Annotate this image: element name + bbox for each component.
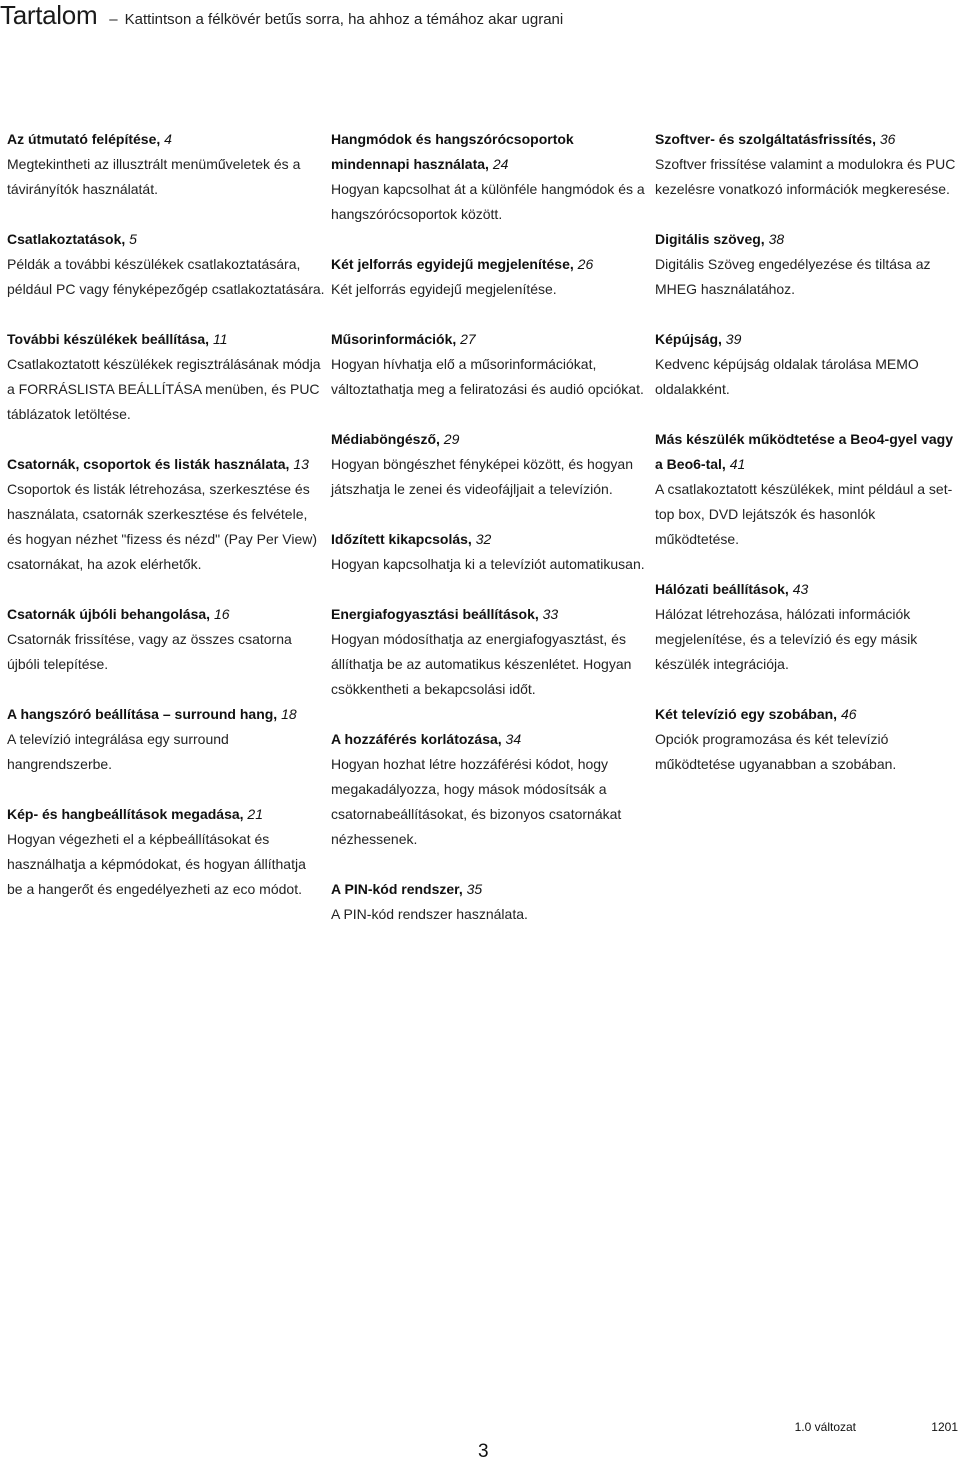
entry-description: Digitális Szöveg engedélyezése és tiltása az MHEG használatához. xyxy=(655,256,931,297)
toc-entry-tovabbi-keszulekek[interactable] xyxy=(7,327,325,427)
entry-heading[interactable]: Két jelforrás egyidejű megjelenítése, 26 xyxy=(331,256,594,272)
entry-page-number[interactable]: 34 xyxy=(505,731,522,747)
entry-description: A PIN-kód rendszer használata. xyxy=(331,906,528,922)
entry-heading[interactable]: Hangmódok és hangszórócsoportok mindennapi használata, 24 xyxy=(331,131,574,172)
entry-page-number[interactable]: 21 xyxy=(247,806,263,822)
entry-heading[interactable]: Képújság, 39 xyxy=(655,331,742,347)
entry-heading[interactable]: Más készülék működtetése a Beo4-gyel vagy a Beo6-tal, 41 xyxy=(655,431,954,472)
entry-description: Csoportok és listák létrehozása, szerkesztése és használata, csatornák szerkesztése és felvétele, és hogyan nézhet "fizess és nézd" (Pay Per View) csatornákat, ha azok elérhetők. xyxy=(7,481,318,572)
entry-page-number[interactable]: 26 xyxy=(577,256,594,272)
entry-page-number[interactable]: 38 xyxy=(768,231,785,247)
version-label: 1.0 változat xyxy=(794,1420,856,1434)
entry-description: Példák a további készülékek csatlakoztatására, például PC vagy fényképezőgép csatlakoztatására. xyxy=(7,256,325,297)
entry-page-number[interactable]: 41 xyxy=(729,456,746,472)
toc-entry-kepujsag[interactable] xyxy=(655,327,960,402)
entry-page-number[interactable]: 4 xyxy=(164,131,172,147)
page-header xyxy=(0,0,563,34)
entry-description: Hogyan hozhat létre hozzáférési kódot, hogy megakadályozza, hogy mások módosítsák a csatornabeállításokat, és bizonyos csatornákat nézhessenek. xyxy=(331,756,622,847)
page-title: Tartalom xyxy=(0,0,98,30)
entry-page-number[interactable]: 13 xyxy=(293,456,309,472)
entry-description: Csatlakoztatott készülékek regisztrálásának módja a FORRÁSLISTA BEÁLLÍTÁSA menüben, és PUC táblázatok letöltése. xyxy=(7,356,321,422)
entry-page-number[interactable]: 18 xyxy=(281,706,297,722)
entry-description: Hálózat létrehozása, hálózati információk megjelenítése, és a televízió és egy másik készülék integrációja. xyxy=(655,606,918,672)
entry-heading[interactable]: A PIN-kód rendszer, 35 xyxy=(331,881,483,897)
entry-heading[interactable]: A hozzáférés korlátozása, 34 xyxy=(331,731,522,747)
entry-heading[interactable]: Műsorinformációk, 27 xyxy=(331,331,476,347)
toc-entry-szoftverfrissites[interactable] xyxy=(655,127,960,202)
toc-entry-idozitett-kikapcsolas[interactable] xyxy=(331,527,649,577)
entry-description: Hogyan kapcsolhatja ki a televíziót automatikusan. xyxy=(331,556,645,572)
entry-page-number[interactable]: 16 xyxy=(213,606,230,622)
entry-heading[interactable]: Időzített kikapcsolás, 32 xyxy=(331,531,492,547)
toc-entry-halozati-beallitasok[interactable] xyxy=(655,577,960,677)
entry-heading[interactable]: Az útmutató felépítése, 4 xyxy=(7,131,172,147)
entry-page-number[interactable]: 11 xyxy=(212,331,228,347)
toc-column-1 xyxy=(7,127,325,927)
entry-description: Kedvenc képújság oldalak tárolása MEMO oldalakként. xyxy=(655,356,919,397)
subtitle-dash: – xyxy=(109,11,118,28)
toc-entry-mas-keszulek[interactable] xyxy=(655,427,960,552)
toc-entry-hangszoro-beallitasa[interactable] xyxy=(7,702,325,777)
toc-entry-hozzaferes-korlatozasa[interactable] xyxy=(331,727,649,852)
entry-page-number[interactable]: 36 xyxy=(879,131,896,147)
toc-entry-pin-kod[interactable] xyxy=(331,877,649,927)
entry-page-number[interactable]: 27 xyxy=(460,331,476,347)
toc-entry-ket-televizio[interactable] xyxy=(655,702,960,777)
entry-page-number[interactable]: 46 xyxy=(840,706,857,722)
entry-description: Hogyan böngészhet fényképei között, és hogyan játszhatja le zenei és videofájljait a televízión. xyxy=(331,456,633,497)
page-number: 3 xyxy=(478,1441,489,1462)
entry-heading[interactable]: Energiafogyasztási beállítások, 33 xyxy=(331,606,559,622)
toc-entry-ket-jelforras[interactable] xyxy=(331,252,649,302)
entry-description: Megtekintheti az illusztrált menüműveletek és a távirányítók használatát. xyxy=(7,156,301,197)
toc-entry-csatlakoztatasok[interactable] xyxy=(7,227,325,302)
entry-heading[interactable]: Csatlakoztatások, 5 xyxy=(7,231,137,247)
entry-description: Csatornák frissítése, vagy az összes csatorna újbóli telepítése. xyxy=(7,631,292,672)
entry-description: A televízió integrálása egy surround hangrendszerbe. xyxy=(7,731,229,772)
entry-heading[interactable]: Kép- és hangbeállítások megadása, 21 xyxy=(7,806,263,822)
toc-entry-musorinformaciok[interactable] xyxy=(331,327,649,402)
entry-page-number[interactable]: 5 xyxy=(129,231,137,247)
entry-page-number[interactable]: 29 xyxy=(443,431,460,447)
entry-heading[interactable]: Két televízió egy szobában, 46 xyxy=(655,706,857,722)
toc-entry-mediabongeszo[interactable] xyxy=(331,427,649,502)
toc-column-3 xyxy=(655,127,960,802)
entry-page-number[interactable]: 32 xyxy=(475,531,492,547)
entry-description: Két jelforrás egyidejű megjelenítése. xyxy=(331,281,557,297)
toc-entry-hangmodok[interactable] xyxy=(331,127,649,227)
entry-description: Opciók programozása és két televízió működtetése ugyanabban a szobában. xyxy=(655,731,897,772)
toc-entry-utmutato[interactable] xyxy=(7,127,325,202)
entry-heading[interactable]: Csatornák újbóli behangolása, 16 xyxy=(7,606,230,622)
entry-page-number[interactable]: 33 xyxy=(542,606,559,622)
entry-heading[interactable]: Médiaböngésző, 29 xyxy=(331,431,460,447)
entry-page-number[interactable]: 24 xyxy=(492,156,509,172)
entry-description: Hogyan kapcsolhat át a különféle hangmódok és a hangszórócsoportok között. xyxy=(331,181,645,222)
toc-entry-ujboli-behangolas[interactable] xyxy=(7,602,325,677)
document-code: 1201 xyxy=(931,1420,958,1434)
entry-description: Hogyan hívhatja elő a műsorinformációkat, változtathatja meg a feliratozási és audió opciókat. xyxy=(331,356,644,397)
page-subtitle xyxy=(109,11,563,28)
entry-heading[interactable]: A hangszóró beállítása – surround hang, 18 xyxy=(7,706,297,722)
toc-column-2 xyxy=(331,127,649,952)
entry-heading[interactable]: Hálózati beállítások, 43 xyxy=(655,581,809,597)
entry-heading[interactable]: Digitális szöveg, 38 xyxy=(655,231,785,247)
entry-heading[interactable]: Szoftver- és szolgáltatásfrissítés, 36 xyxy=(655,131,896,147)
entry-description: Hogyan végezheti el a képbeállításokat és használhatja a képmódokat, és hogyan állíthatja be a hangerőt és engedélyezheti az eco módot. xyxy=(7,831,306,897)
entry-page-number[interactable]: 43 xyxy=(792,581,809,597)
entry-description: Hogyan módosíthatja az energiafogyasztást, és állíthatja be az automatikus készenlétet. Hogyan csökkentheti a bekapcsolási időt. xyxy=(331,631,632,697)
toc-entry-csatornak-csoportok[interactable] xyxy=(7,452,325,577)
toc-entry-digitalis-szoveg[interactable] xyxy=(655,227,960,302)
entry-heading[interactable]: További készülékek beállítása, 11 xyxy=(7,331,228,347)
entry-description: Szoftver frissítése valamint a modulokra és PUC kezelésre vonatkozó információk megkeresése. xyxy=(655,156,956,197)
entry-page-number[interactable]: 35 xyxy=(466,881,483,897)
toc-entry-kep-hangbeallitasok[interactable] xyxy=(7,802,325,902)
subtitle-text: Kattintson a félkövér betűs sorra, ha ahhoz a témához akar ugrani xyxy=(124,11,564,28)
entry-description: A csatlakoztatott készülékek, mint például a set-top box, DVD lejátszók és hasonlók működtetése. xyxy=(655,481,953,547)
entry-page-number[interactable]: 39 xyxy=(725,331,742,347)
toc-entry-energiafogyasztas[interactable] xyxy=(331,602,649,702)
entry-heading[interactable]: Csatornák, csoportok és listák használata, 13 xyxy=(7,456,309,472)
